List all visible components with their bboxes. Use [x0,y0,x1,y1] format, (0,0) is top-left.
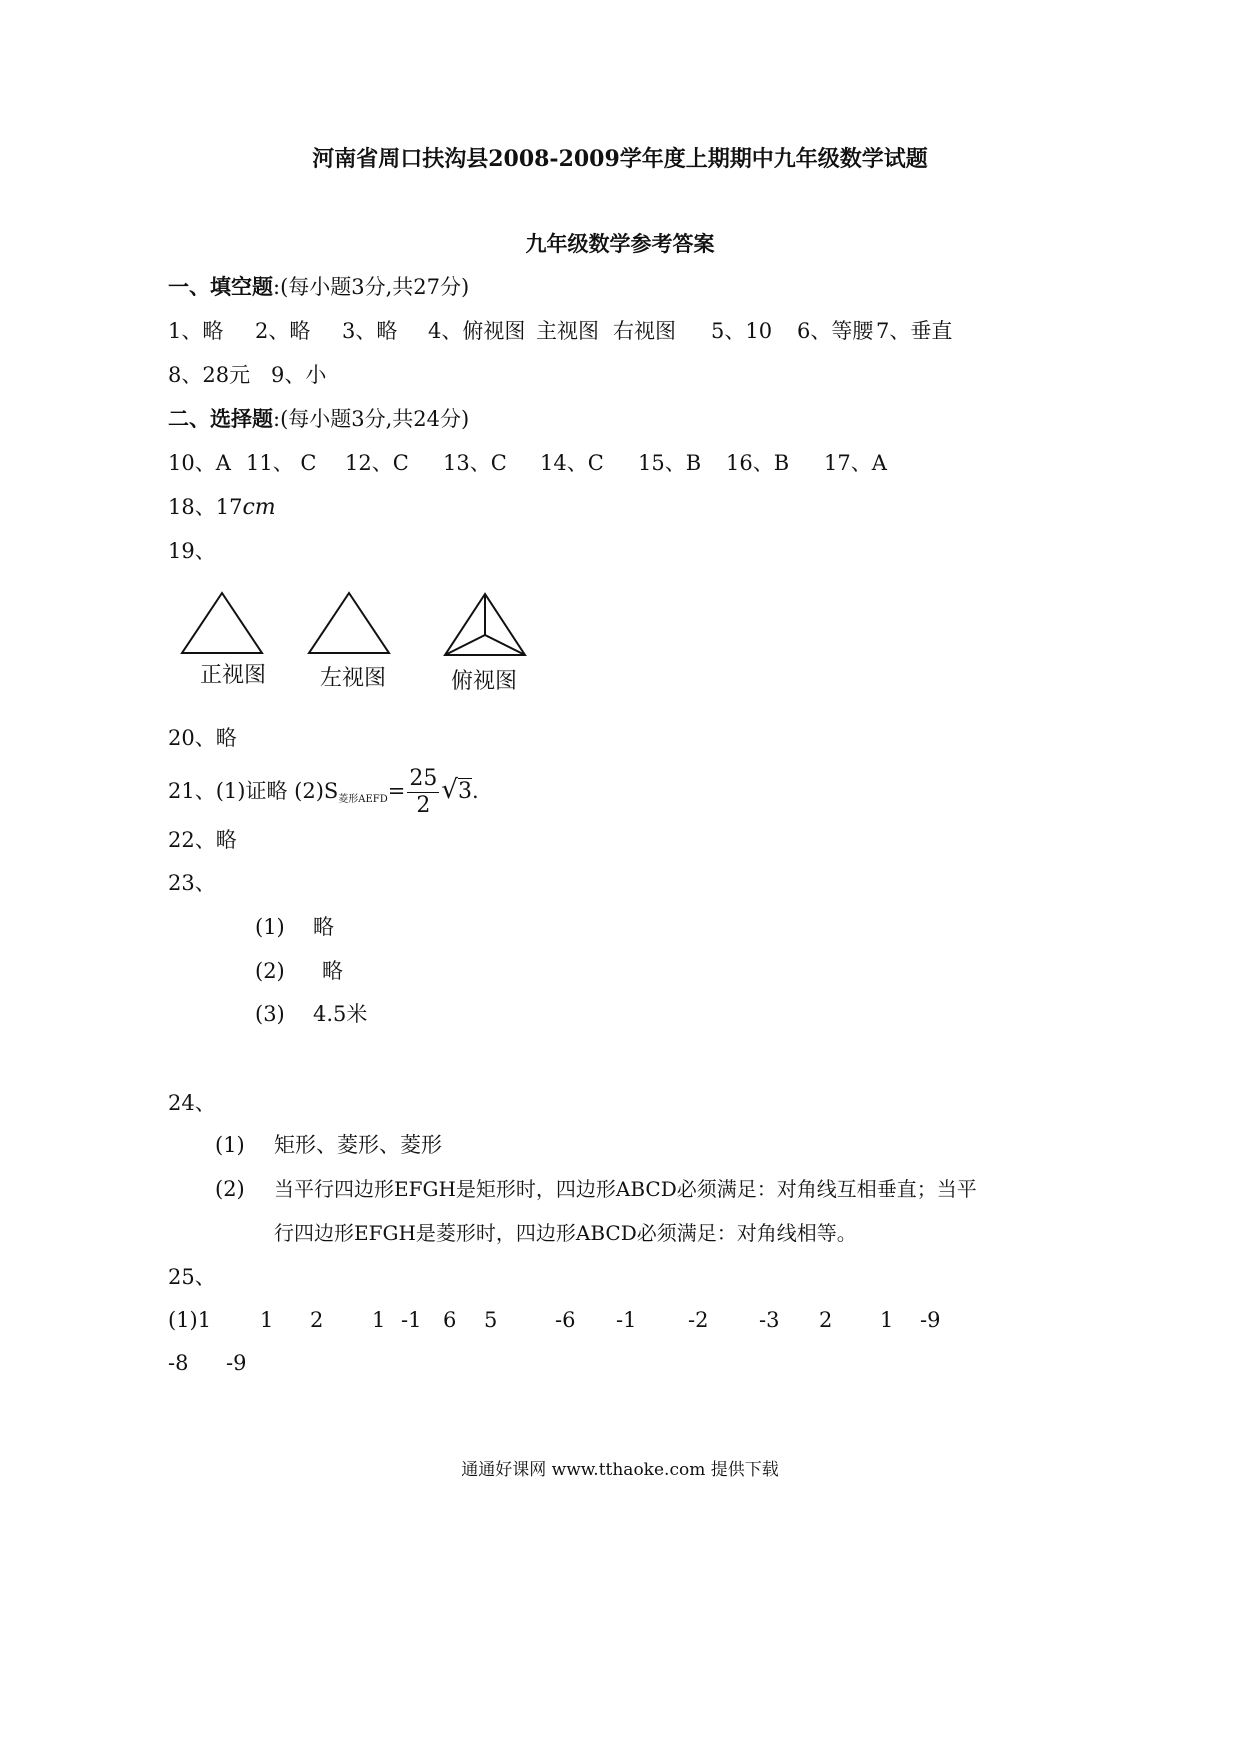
q25-value: 1 [880,1308,894,1332]
q18-unit: cm [242,495,276,520]
section1-note: :(每小题3分,共27分) [273,275,470,299]
sqrt-sign-icon: √ [441,775,458,805]
left-view-triangle [309,593,389,653]
q23-item-num: (3) [255,1002,285,1026]
q25-value: 1 [260,1308,274,1332]
q25-value: -1 [401,1308,422,1332]
fraction-numerator: 25 [409,766,438,791]
q25-value: -3 [759,1308,780,1332]
q25-value: 1 [372,1308,386,1332]
q25-value: -9 [920,1308,941,1332]
answer-item: 3、略 [342,319,398,343]
answer-item: 9、小 [271,363,327,387]
q25-value: -9 [226,1351,247,1375]
front-view-triangle [182,593,262,653]
q25-label: 25、 [168,1265,216,1289]
q23-item-val: 略 [322,959,343,983]
q23-item-val: 略 [313,915,334,939]
answer-item: 17、A [824,451,887,475]
section2-note: :(每小题3分,共24分) [273,407,470,431]
q18-label: 18、17 [168,495,243,519]
answer-item: 13、C [443,451,507,475]
q21-answer [168,760,479,830]
q23-label: 23、 [168,871,216,895]
q21-fraction [407,766,439,819]
q25-value: 5 [484,1308,498,1332]
answer-item: 6、等腰 [797,319,874,343]
q21-subscript: 菱形AEFD [338,794,388,805]
q20-answer: 20、略 [168,726,237,750]
q21-end: . [471,779,479,803]
q19-label: 19、 [168,539,216,563]
q21-equals: = [387,779,406,803]
q21-radicand: 3 [457,779,472,804]
fraction-denominator: 2 [416,793,431,818]
q24-item2-num: (2) [215,1177,245,1201]
answer-item: 5、10 [711,319,773,343]
q23-item-val: 4.5米 [313,1002,368,1026]
answer-item: 8、28元 [168,363,251,387]
q21-prefix: 21、(1)证略 (2)S [168,779,339,803]
answer-item: 11、 C [246,451,317,475]
q25-value: -1 [616,1308,637,1332]
answer-item: 7、垂直 [876,319,953,343]
q25-value: -8 [168,1351,189,1375]
footer-credit: 通通好课网 www.tthaoke.com 提供下载 [461,1460,779,1480]
answer-item: 12、C [345,451,409,475]
section1-heading [168,272,469,302]
q24-item2-line1: 当平行四边形EFGH是矩形时，四边形ABCD必须满足：对角线互相垂直；当平 [274,1177,977,1201]
section2-title: 二、选择题 [168,406,273,431]
answer-item: 15、B [638,451,702,475]
q25-value: 2 [310,1308,324,1332]
top-view-label: 俯视图 [451,669,518,694]
section1-title: 一、填空题 [168,274,273,299]
q25-value: 2 [819,1308,833,1332]
front-view-label: 正视图 [200,663,267,688]
answer-item: 10、A [168,451,231,475]
q24-item1-val: 矩形、菱形、菱形 [274,1133,442,1157]
q23-item-num: (1) [255,915,285,939]
left-view-label: 左视图 [320,666,387,691]
answer-item: 2、略 [255,319,311,343]
q25-value: -6 [555,1308,576,1332]
page-subtitle: 九年级数学参考答案 [525,231,715,256]
q18-answer [168,492,276,523]
answer-item: 1、略 [168,319,224,343]
page-title: 河南省周口扶沟县2008-2009学年度上期期中九年级数学试题 [312,146,928,172]
q24-item1-num: (1) [215,1133,245,1157]
section2-heading [168,404,469,434]
q22-answer: 22、略 [168,828,237,852]
answer-item: 14、C [540,451,604,475]
q23-item-num: (2) [255,959,285,983]
answer-item: 4、俯视图 [428,319,526,343]
answer-item: 右视图 [613,319,676,343]
q24-label: 24、 [168,1091,216,1115]
q25-value: -2 [688,1308,709,1332]
q24-item2-line2: 行四边形EFGH是菱形时，四边形ABCD必须满足：对角线相等。 [274,1221,857,1245]
q25-value: (1)1 [168,1308,212,1332]
q25-value: 6 [443,1308,457,1332]
answer-item: 主视图 [536,319,599,343]
answer-item: 16、B [726,451,790,475]
